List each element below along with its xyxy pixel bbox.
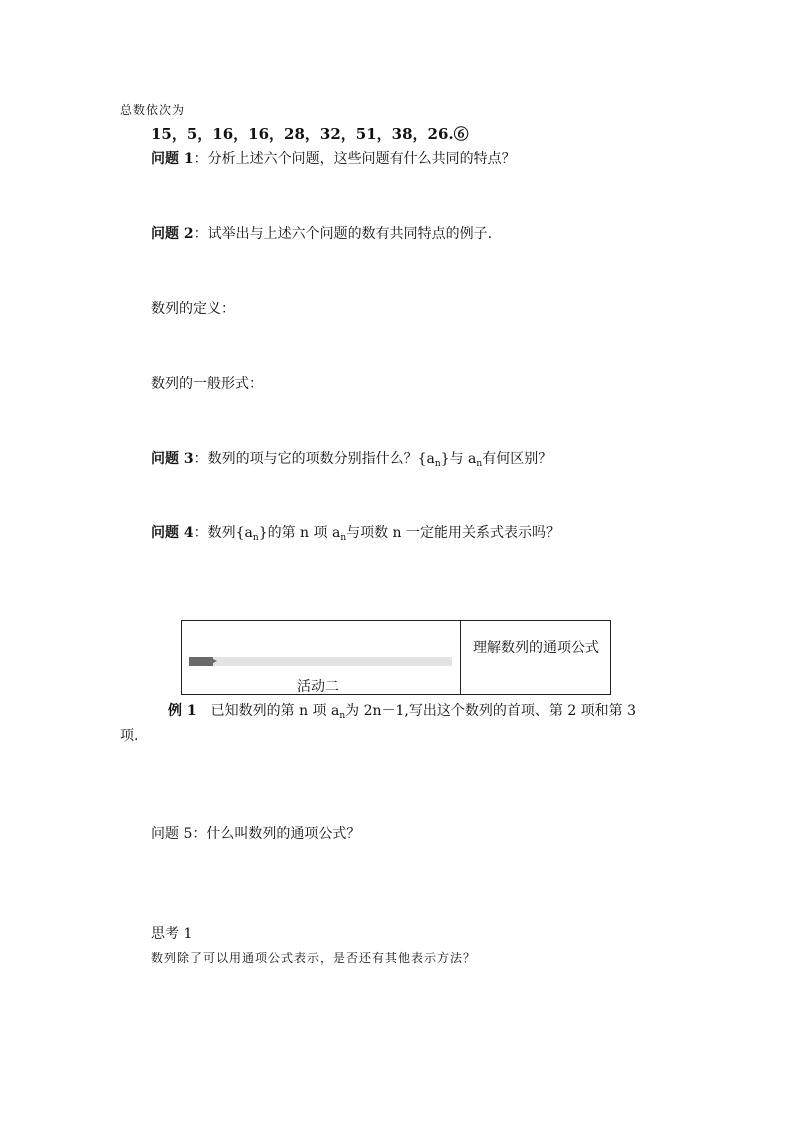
question-2-text: ：试举出与上述六个问题的数有共同特点的例子.	[193, 226, 493, 242]
question-3-sub-1: n	[434, 459, 441, 469]
example-1-text-b: 为 2n－1,写出这个数列的首项、第 2 项和第 3	[345, 703, 637, 719]
question-4-sub-2: n	[340, 533, 347, 543]
example-1-text-a: 已知数列的第 n 项 a	[196, 703, 340, 719]
question-4-label: 问题 4	[151, 525, 194, 541]
question-4-sub-1: n	[252, 533, 259, 543]
activity-objective: 理解数列的通项公式	[473, 640, 599, 656]
activity-table	[181, 620, 611, 695]
question-3-sub-2: n	[476, 459, 483, 469]
question-2	[151, 225, 492, 243]
activity-label: 活动二	[297, 679, 339, 695]
question-1-text: ：分析上述六个问题，这些问题有什么共同的特点？	[193, 151, 516, 167]
question-5: 问题 5：什么叫数列的通项公式？	[151, 826, 361, 842]
question-4-text-b: }的第 n 项 a	[258, 525, 341, 541]
think-1-label: 思考 1	[151, 926, 193, 942]
question-4	[151, 524, 560, 542]
question-4-text-c: 与项数 n 一定能用关系式表示吗？	[346, 525, 561, 541]
numbers-line: 15，5，16，16，28，32，51，38，26.⑥	[151, 125, 469, 143]
activity-progress-fill	[189, 657, 213, 666]
question-3-text-c: 有何区别？	[482, 451, 553, 467]
activity-progress-track	[189, 657, 452, 666]
intro-text: 总数依次为	[120, 103, 186, 117]
question-2-label: 问题 2	[151, 226, 194, 242]
definition-heading: 数列的定义：	[151, 301, 235, 317]
general-form-heading: 数列的一般形式：	[151, 376, 263, 392]
question-4-text-a: ：数列{a	[193, 525, 253, 541]
question-3-label: 问题 3	[151, 451, 194, 467]
example-1-label: 例 1	[168, 703, 197, 719]
question-1-label: 问题 1	[151, 151, 194, 167]
question-3-text-b: }与 a	[440, 451, 477, 467]
example-1-sub: n	[339, 711, 346, 721]
example-1	[168, 702, 636, 720]
question-3-text-a: ：数列的项与它的项数分别指什么？{a	[193, 451, 435, 467]
activity-progress-arrow-icon	[213, 659, 217, 663]
think-1-text: 数列除了可以用通项公式表示，是否还有其他表示方法？	[151, 951, 477, 965]
question-3	[151, 450, 552, 468]
question-1	[151, 150, 516, 168]
example-1-continuation: 项.	[120, 728, 139, 744]
